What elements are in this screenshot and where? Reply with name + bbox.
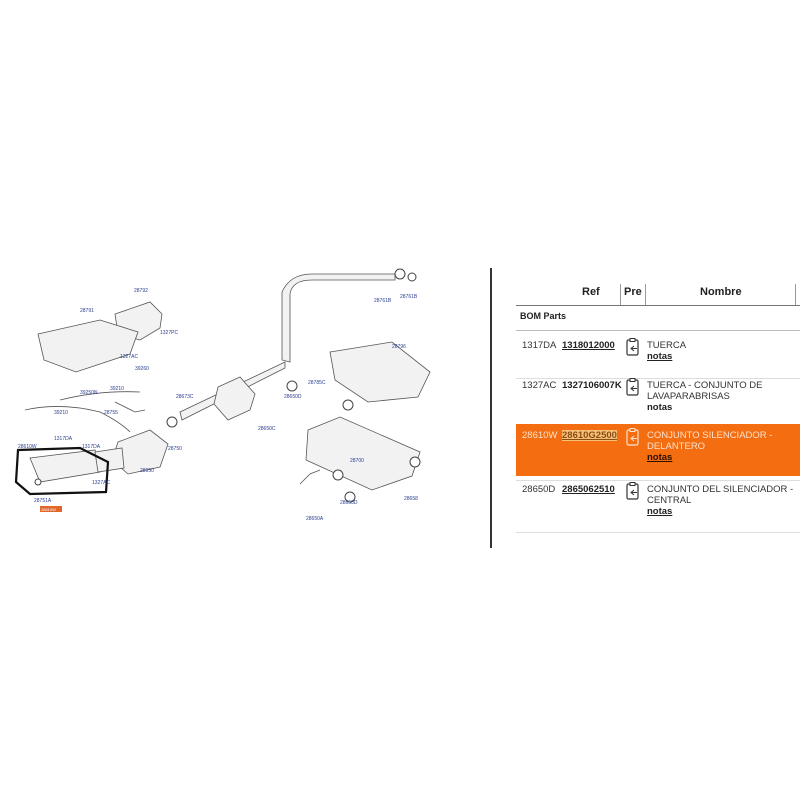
- column-separator[interactable]: [795, 284, 796, 306]
- svg-text:28610W: 28610W: [41, 507, 56, 512]
- flex-pipe[interactable]: [95, 448, 124, 472]
- part-description: CONJUNTO DEL SILENCIADOR - CENTRAL notas: [647, 484, 797, 517]
- part-label[interactable]: 1317DA: [82, 444, 101, 450]
- heat-shield-front[interactable]: [38, 320, 138, 372]
- part-code: 28610W: [522, 430, 558, 441]
- column-header-nombre[interactable]: Nombre: [700, 286, 742, 298]
- bom-table: [512, 278, 800, 540]
- part-label[interactable]: 1317DA: [54, 436, 73, 442]
- part-description: TUERCA - CONJUNTO DE LAVAPARABRISAS notas: [647, 380, 797, 413]
- part-label[interactable]: 28750: [168, 446, 182, 452]
- part-label[interactable]: 28650D: [340, 500, 358, 506]
- part-ref-link[interactable]: 2865062510: [562, 484, 615, 495]
- clipboard-icon[interactable]: [626, 428, 640, 446]
- part-label[interactable]: 28761B: [400, 294, 418, 300]
- part-label[interactable]: 28673C: [176, 394, 194, 400]
- part-code: 1327AC: [522, 380, 557, 391]
- part-label[interactable]: 28650C: [258, 426, 276, 432]
- column-separator[interactable]: [620, 284, 621, 306]
- part-ref-link[interactable]: 1327106007K: [562, 380, 622, 391]
- part-ref-link[interactable]: 1318012000: [562, 340, 615, 351]
- hanger-ring[interactable]: [395, 269, 405, 279]
- part-description: TUERCA notas: [647, 340, 797, 362]
- notes-link[interactable]: notas: [647, 506, 673, 517]
- part-label[interactable]: 28792: [134, 288, 148, 294]
- part-label[interactable]: 28658: [404, 496, 418, 502]
- gasket-ring[interactable]: [167, 417, 177, 427]
- column-separator[interactable]: [645, 284, 646, 306]
- table-row-selected[interactable]: [516, 424, 800, 476]
- part-label[interactable]: 28785C: [308, 380, 326, 386]
- hanger-ring[interactable]: [408, 273, 416, 281]
- part-label[interactable]: 28751A: [34, 498, 52, 504]
- section-divider: [516, 330, 800, 331]
- section-title: BOM Parts: [520, 311, 567, 321]
- table-row[interactable]: [516, 484, 800, 528]
- part-label[interactable]: 1327AC: [92, 480, 111, 486]
- hanger-ring[interactable]: [410, 457, 420, 467]
- part-label[interactable]: 28650A: [306, 516, 324, 522]
- front-pipe[interactable]: [30, 450, 100, 482]
- clipboard-icon[interactable]: [626, 482, 640, 500]
- part-ref-link[interactable]: 28610G2500: [562, 430, 617, 441]
- part-label[interactable]: 39210: [110, 386, 124, 392]
- hanger-ring[interactable]: [333, 470, 343, 480]
- row-divider: [516, 480, 800, 481]
- part-label[interactable]: 39250N: [80, 390, 98, 396]
- part-label[interactable]: 1327PC: [160, 330, 179, 336]
- part-label[interactable]: 39260: [135, 366, 149, 372]
- row-divider: [516, 532, 800, 533]
- part-label[interactable]: 28950: [140, 468, 154, 474]
- part-description: CONJUNTO SILENCIADOR - DELANTERO notas: [647, 430, 797, 463]
- header-divider: [516, 305, 800, 306]
- table-row[interactable]: [516, 340, 800, 374]
- main-muffler[interactable]: [306, 417, 420, 490]
- column-header-ref[interactable]: Ref: [582, 286, 600, 298]
- table-row[interactable]: [516, 380, 800, 420]
- notes-link[interactable]: notas: [647, 351, 673, 362]
- nut-ring[interactable]: [35, 479, 41, 485]
- clipboard-icon[interactable]: [626, 378, 640, 396]
- part-label[interactable]: 28610W: [18, 444, 37, 450]
- column-header-pre[interactable]: Pre: [624, 286, 642, 298]
- clipboard-icon[interactable]: [626, 338, 640, 356]
- part-code: 28650D: [522, 484, 556, 495]
- part-label[interactable]: 39210: [54, 410, 68, 416]
- part-label[interactable]: 28761B: [374, 298, 392, 304]
- panel-divider[interactable]: [490, 268, 492, 548]
- heat-shield-right[interactable]: [330, 342, 430, 402]
- exhaust-diagram-svg: [0, 262, 486, 537]
- notes-link[interactable]: notas: [647, 402, 673, 413]
- hanger-ring[interactable]: [287, 381, 297, 391]
- part-label[interactable]: 28796: [392, 344, 406, 350]
- notes-link[interactable]: notas: [647, 452, 673, 463]
- part-label[interactable]: 1327AC: [120, 354, 139, 360]
- parts-diagram[interactable]: [0, 262, 486, 537]
- hanger-ring[interactable]: [343, 400, 353, 410]
- part-label[interactable]: 28700: [350, 458, 364, 464]
- part-label[interactable]: 28755: [104, 410, 118, 416]
- part-code: 1317DA: [522, 340, 557, 351]
- row-divider: [516, 378, 800, 379]
- part-label[interactable]: 28791: [80, 308, 94, 314]
- part-label[interactable]: 28650D: [284, 394, 302, 400]
